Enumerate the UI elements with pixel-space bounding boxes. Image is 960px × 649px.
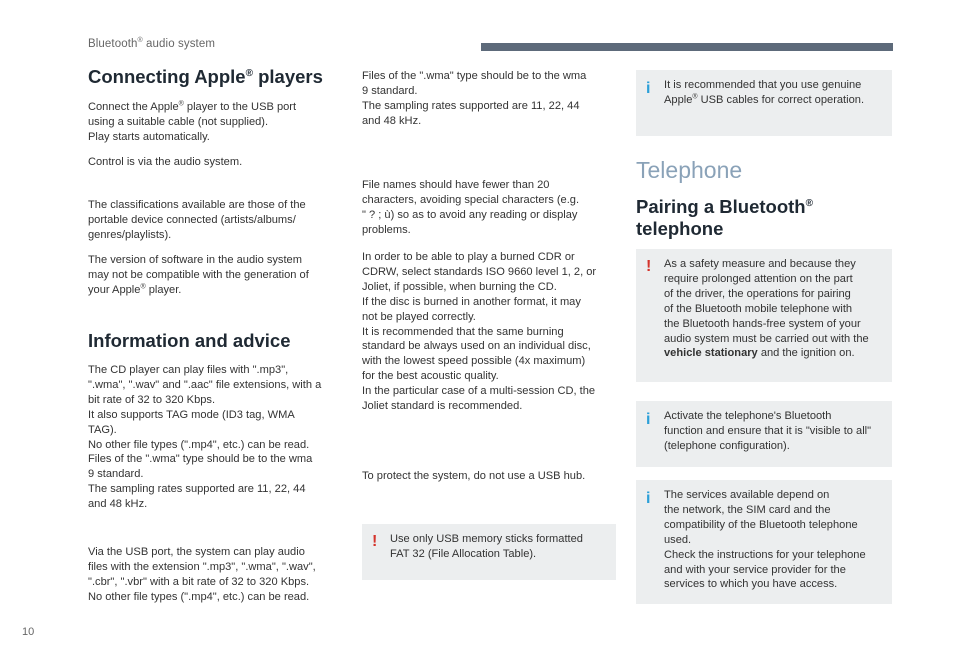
paragraph (88, 545, 350, 605)
heading-text-rest: players (252, 66, 323, 87)
reg-mark: ® (805, 197, 813, 209)
info-icon: i (646, 490, 651, 507)
text: Use only USB memory sticks formatted FAT 32 (File Allocation Table). (390, 533, 583, 560)
heading-pairing-bluetooth (636, 196, 892, 240)
heading-text-rest: telephone (636, 218, 724, 239)
page-number: 10 (22, 626, 35, 638)
paragraph (88, 100, 350, 145)
text: Activate the telephone's Bluetooth function and ensure that it is "visible to all" (telephone configuration). (664, 410, 872, 452)
text: To protect the system, do not use a USB hub. (362, 470, 586, 482)
paragraph (88, 253, 350, 298)
header-title: Bluetooth (88, 38, 138, 50)
paragraph (88, 198, 350, 243)
text: Connect the Apple (88, 101, 179, 113)
heading-information-advice-wrap (88, 330, 350, 352)
bold-text: vehicle stationary (664, 347, 758, 360)
reg-mark: ® (178, 100, 184, 108)
heading-text: Pairing a Bluetooth (636, 196, 806, 217)
reg-mark: ® (140, 283, 146, 291)
reg-mark: ® (692, 93, 698, 101)
paragraph (362, 250, 624, 414)
header-reg: ® (137, 37, 143, 45)
reg-mark: ® (245, 67, 253, 79)
running-header (88, 38, 215, 50)
warning-icon: ! (372, 533, 378, 550)
heading-information-advice: Information and advice (88, 330, 291, 351)
info-icon: i (646, 411, 651, 428)
heading-connecting-apple (88, 66, 350, 88)
warning-box-safety (636, 249, 892, 382)
paragraph (362, 469, 624, 484)
paragraph (362, 69, 624, 129)
text: player. (145, 283, 182, 296)
text: The classifications available are those of the portable device connected (artists/albums/ genres/playlists). (88, 199, 306, 241)
heading-telephone-wrap (636, 157, 892, 183)
text: player to the USB port using a suitable cable (not supplied). Play starts automatically. (88, 101, 297, 143)
info-box-services (636, 480, 892, 604)
header-title-rest: audio system (142, 38, 216, 50)
text: The CD player can play files with ".mp3", ".wma", ".wav" and ".aac" file extensions, with a bit rate of 32 to 320 Kbps. It also supports TAG mode (ID3 tag, WMA TAG). No other file types (".mp4", etc.) can be read. Files of the ".wma" type should be to the wma 9 standard. The sampling rates supported are 11, 22, 44 and 48 kHz. (88, 364, 322, 511)
info-box-apple-cables (636, 70, 892, 136)
text: Files of the ".wma" type should be to the wma 9 standard. The sampling rates supported are 11, 22, 44 and 48 kHz. (362, 70, 587, 127)
text: Via the USB port, the system can play audio files with the extension ".mp3", ".wma", ".wav", ".cbr", ".vbr" with a bit rate of 32 to 320 Kbps. No other file types (".mp4", etc.) can be read. (88, 546, 316, 603)
text: Control is via the audio system. (88, 156, 243, 168)
text: As a safety measure and because they require prolonged attention on the part of the driver, the operations for pairing of the Bluetooth mobile telephone with the Bluetooth hands-free system of your audio system must be carried out with the (664, 258, 869, 345)
text: The version of software in the audio system may not be compatible with the generation of your Apple (88, 254, 309, 296)
text: File names should have fewer than 20 characters, avoiding special characters (e.g. " ? ; ù) so as to avoid any reading or display problems. (362, 179, 580, 236)
column-1 (88, 66, 350, 88)
text: and the ignition on. (757, 347, 855, 360)
info-box-activate (636, 401, 892, 467)
heading-pairing-wrap (636, 196, 892, 240)
paragraph (88, 363, 350, 512)
text: In order to be able to play a burned CDR or CDRW, select standards ISO 9660 level 1, 2, or Joliet, if possible, when burning the CD. If the disc is burned in another format, it may not be played correctly. It is recommended that the same burning standard be always used on an individual disc, with the lowest speed possible (4x maximum) for the best acoustic quality. In the particular case of a multi-session CD, the Joliet standard is recommended. (362, 251, 597, 413)
paragraph (362, 178, 624, 238)
info-icon: i (646, 80, 651, 97)
heading-text: Connecting Apple (88, 66, 246, 87)
text: It is recommended that you use genuine Apple (664, 79, 862, 106)
text: USB cables for correct operation. (697, 93, 865, 106)
header-bar (481, 43, 893, 51)
warning-icon: ! (646, 258, 652, 275)
heading-telephone: Telephone (636, 157, 743, 183)
warning-box-usb (362, 524, 616, 580)
text: The services available depend on the network, the SIM card and the compatibility of the Bluetooth telephone used. Check the instructions for your telephone and with your service provider for the services to which you have access. (664, 489, 866, 591)
paragraph (88, 155, 350, 170)
